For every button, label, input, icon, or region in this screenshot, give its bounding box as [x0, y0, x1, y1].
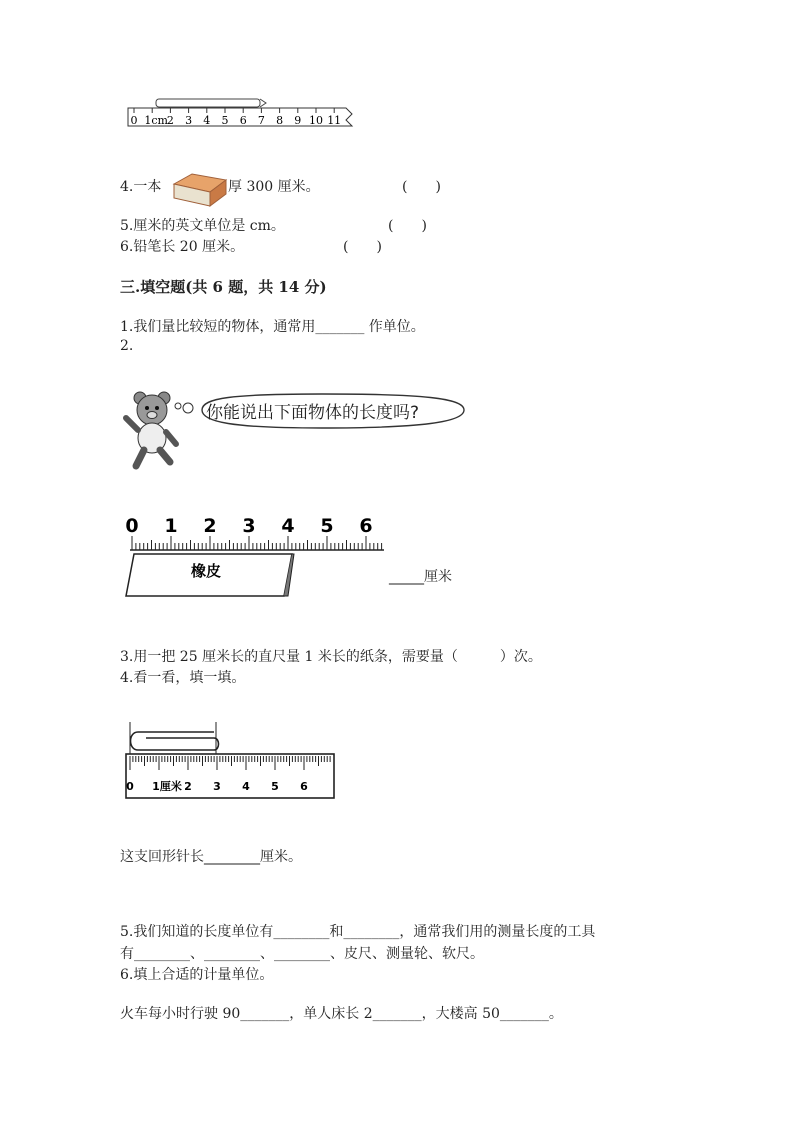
judge-q5-text: 5.厘米的英文单位是 cm。	[120, 218, 285, 234]
ruler-with-paperclip	[124, 720, 336, 802]
fill-q6: 6.填上合适的计量单位。	[120, 967, 274, 983]
ruler1-label: 5	[221, 114, 229, 127]
ruler1-label: 0	[130, 114, 138, 127]
ruler1-label: 8	[276, 114, 284, 127]
ruler2-label: 4	[281, 515, 295, 537]
fill-q1: 1.我们量比较短的物体，通常用_______ 作单位。	[120, 319, 425, 335]
ruler3-label: 6	[300, 780, 308, 793]
ruler2-label: 6	[359, 515, 373, 537]
ruler1-label: 4	[203, 114, 211, 127]
bubble-text: 你能说出下面物体的长度吗?	[206, 403, 420, 423]
ruler3-label: 1厘米	[152, 780, 182, 793]
judge-q4-before: 4.一本	[120, 179, 162, 195]
ruler1-label: 2	[166, 114, 174, 127]
ruler2-label: 1	[164, 515, 178, 537]
fill-q5-line1: 5.我们知道的长度单位有________和________，通常我们用的测量长度的工具	[120, 924, 596, 940]
ruler1-label: 1cm	[144, 114, 168, 127]
judge-q4-after: 厚 300 厘米。	[228, 179, 320, 195]
fill-q2-answer: _____厘米	[389, 569, 452, 585]
fill-q5-line2: 有________、________、________、皮尺、测量轮、软尺。	[120, 946, 484, 962]
ruler2-label: 5	[320, 515, 334, 537]
ruler1-label: 9	[294, 114, 302, 127]
fill-q4-answer: 这支回形针长________厘米。	[120, 849, 302, 865]
section-3-title: 三.填空题(共 6 题，共 14 分)	[120, 278, 327, 296]
ruler3-label: 4	[242, 780, 250, 793]
paperclip	[131, 732, 219, 750]
eraser-label: 橡皮	[190, 562, 222, 580]
fill-q2: 2.	[120, 338, 134, 354]
ruler1-label: 11	[327, 114, 342, 127]
book-image	[170, 170, 228, 212]
ruler3-label: 3	[213, 780, 221, 793]
ruler3-label: 5	[271, 780, 279, 793]
fill-q4: 4.看一看，填一填。	[120, 670, 246, 686]
ruler3-label: 2	[184, 780, 192, 793]
fill-q3: 3.用一把 25 厘米长的直尺量 1 米长的纸条，需要量（ ）次。	[120, 649, 542, 665]
judge-q6-text: 6.铅笔长 20 厘米。	[120, 239, 245, 255]
ruler1-label: 7	[257, 114, 265, 127]
ruler1-label: 10	[309, 114, 323, 127]
ruler-with-pencil	[126, 96, 366, 136]
ruler1-label: 6	[239, 114, 247, 127]
ruler3-label: 0	[126, 780, 134, 793]
judge-q5-paren: ( )	[388, 218, 427, 234]
ruler2-label: 2	[203, 515, 217, 537]
ruler-with-eraser	[120, 512, 400, 604]
fill-q6-line: 火车每小时行驶 90_______，单人床长 2_______，大楼高 50_______。	[120, 1006, 563, 1022]
pencil	[156, 99, 260, 107]
judge-q6-paren: ( )	[343, 239, 382, 255]
ruler2-label: 0	[125, 515, 139, 537]
ruler2-label: 3	[242, 515, 256, 537]
judge-q4-paren: ( )	[402, 179, 441, 195]
ruler1-label: 3	[185, 114, 193, 127]
